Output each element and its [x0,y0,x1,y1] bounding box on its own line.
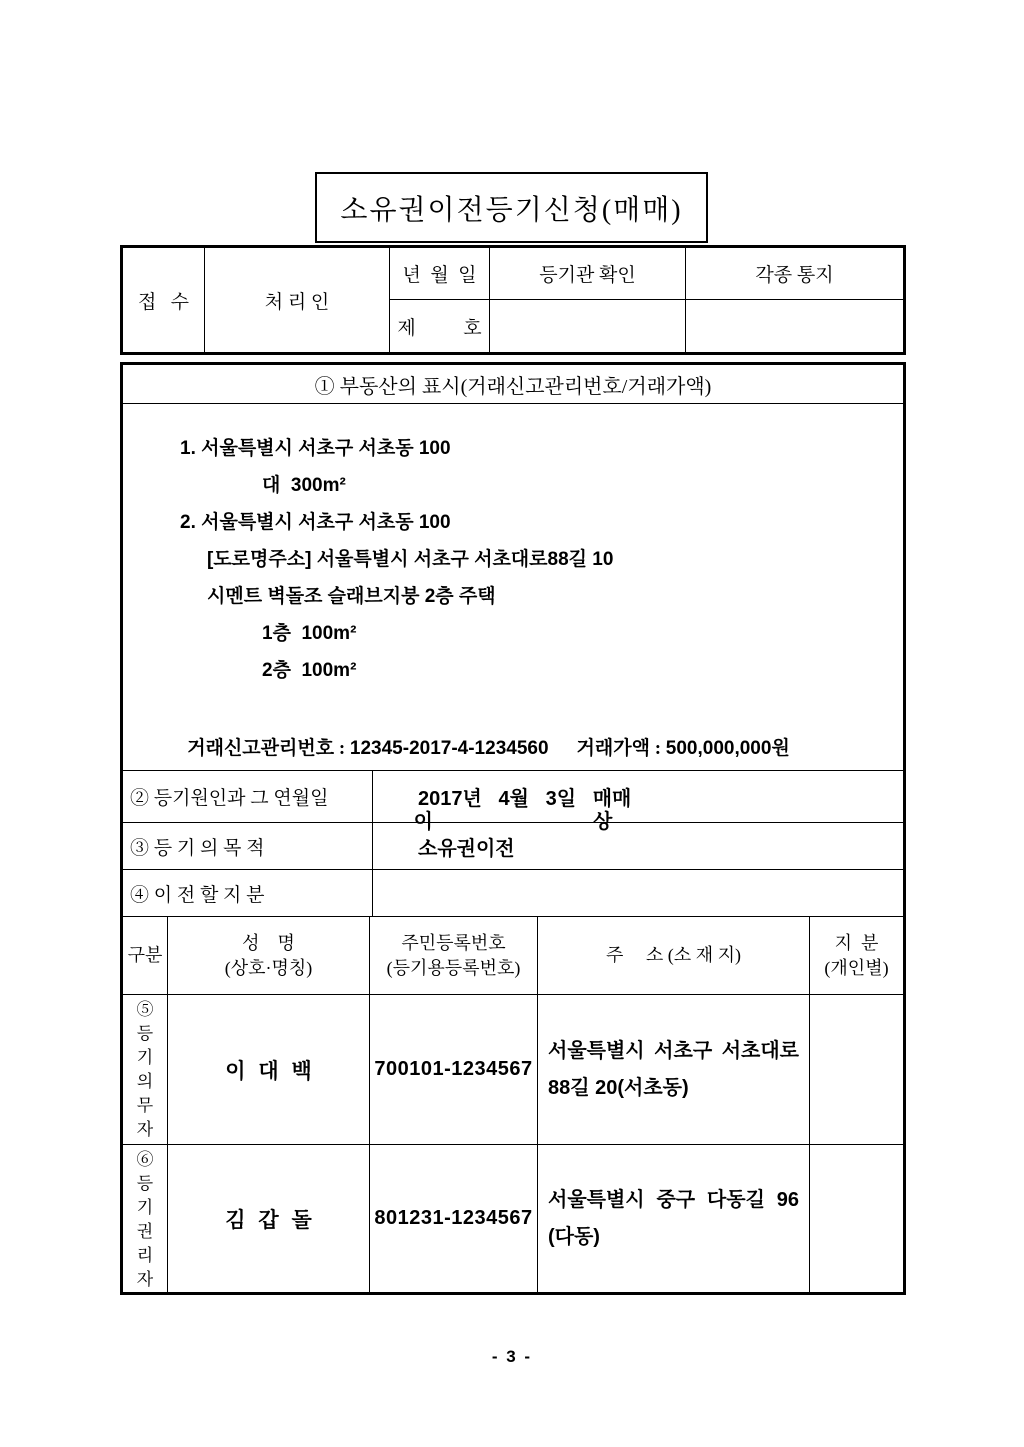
deal-price-value: 500,000,000원 [665,738,790,759]
obligee-category: ⑥등기권리자 [136,1150,154,1289]
property-line-6: 1층 100m² [262,623,357,644]
obligee-address-cell [538,1145,810,1292]
obligor-address-cell [538,995,810,1145]
obligee-name-cell [168,1145,370,1292]
header-share-line2: (개인별) [824,957,889,978]
property-section-header: ① 부동산의 표시(거래신고관리번호/거래가액) [123,365,903,404]
deal-number-label: 거래신고관리번호 : [187,738,350,759]
document-title-box [315,172,708,243]
registrar-check-empty-cell [490,300,686,352]
obligee-name: 김 갑 돌 [225,1208,312,1232]
header-category: 구분 [123,917,168,995]
obligor-share-cell [810,995,903,1145]
obligee-category-cell [123,1145,168,1292]
property-line-2: 대 300m² [262,475,346,496]
processor-label: 처 리 인 [205,248,390,352]
registration-cause-label: ② 등기원인과 그 연월일 [123,771,373,822]
receipt-table [120,245,906,355]
property-line-5: 시멘트 벽돌조 슬래브지붕 2층 주택 [207,586,496,607]
obligee-regno-cell [370,1145,538,1292]
obligor-reg-number: 700101-1234567 [374,1058,533,1080]
header-reg-number [370,917,538,995]
notices-label: 각종 통지 [686,248,903,300]
transfer-share-value [373,870,903,916]
transfer-share-label: ④ 이 전 할 지 분 [123,870,373,916]
closing-left-char: 이 [413,811,433,833]
header-name-line2: (상호·명칭) [224,957,313,978]
obligee-reg-number: 801231-1234567 [374,1207,533,1229]
obligor-address: 서울특별시 서초구 서초대로88길 20(서초동) [548,1039,799,1099]
header-reg-line1: 주민등록번호 [401,932,506,953]
header-address: 주 소 (소 재 지) [538,917,810,995]
header-name-line1: 성 명 [242,932,295,953]
obligee-share-cell [810,1145,903,1292]
registration-cause-value: 2017년 4월 3일 매매 [418,788,632,810]
registrar-check-label: 등기관 확인 [490,248,686,300]
property-line-4: [도로명주소] 서울특별시 서초구 서초대로88길 10 [207,549,614,570]
header-share [810,917,903,995]
header-name [168,917,370,995]
property-line-7: 2층 100m² [262,660,357,681]
obligor-category: ⑤등기의무자 [136,1000,154,1139]
document-title: 소유권이전등기신청(매매) [340,194,683,226]
header-share-line1: 지 분 [834,932,879,953]
header-reg-line2: (등기용등록번호) [386,957,521,978]
registration-purpose-label: ③ 등 기 의 목 적 [123,823,373,869]
obligee-address: 서울특별시 중구 다동길 96(다동) [548,1188,799,1248]
notices-empty-cell [686,300,903,352]
obligor-regno-cell [370,995,538,1145]
registration-purpose-row [123,823,903,870]
property-line-1: 1. 서울특별시 서초구 서초동 100 [180,438,451,459]
obligor-category-cell [123,995,168,1145]
party-table [123,917,903,1292]
property-line-3: 2. 서울특별시 서초구 서초동 100 [180,512,451,533]
deal-number-value: 12345-2017-4-1234560 [349,738,549,759]
deal-price-label: 거래가액 : [576,738,666,759]
closing-right-char: 상 [593,811,613,833]
main-table [120,362,906,1295]
registration-cause-row [123,771,903,823]
obligor-name-cell [168,995,370,1145]
date-label: 년 월 일 [390,248,490,300]
reception-label: 접 수 [123,248,205,352]
obligor-name: 이 대 백 [225,1059,312,1083]
receipt-number-label: 제 호 [390,300,490,352]
transfer-share-row [123,870,903,917]
page-number: - 3 - [491,1347,533,1366]
registration-purpose-value: 소유권이전 [418,837,515,860]
